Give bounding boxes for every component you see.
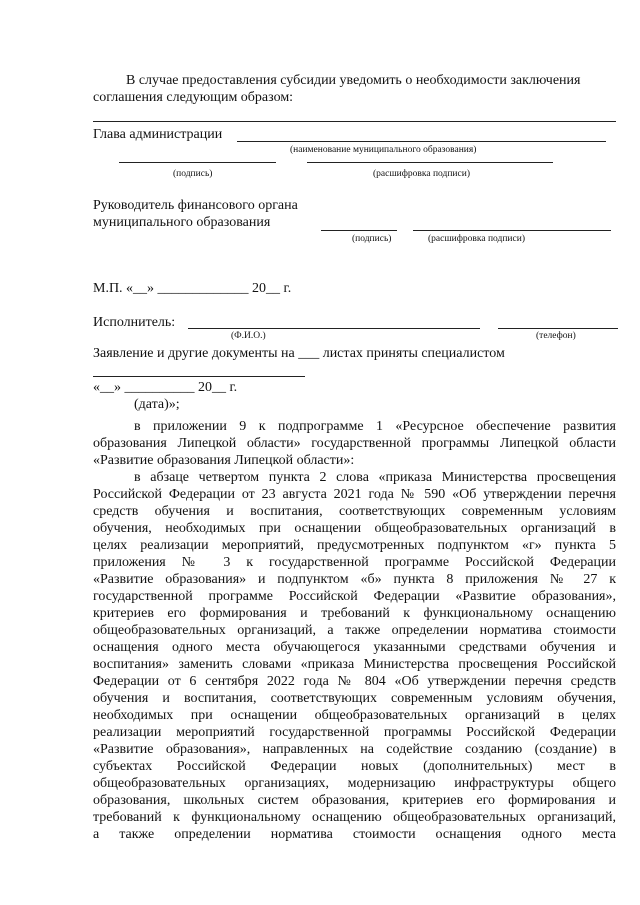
statement-date-line: «__» __________ 20__ г. [93, 380, 238, 395]
body-line-18: необходимых при оснащении общеобразовательных организаций в целях [93, 708, 616, 723]
fio-caption: (Ф.И.О.) [231, 331, 266, 341]
body-line-8: целях реализации мероприятий, предусмотренных подпунктом «г» пункта 5 [93, 538, 616, 553]
finance-head-line-2: муниципального образования [93, 215, 271, 230]
body-line-20: «Развитие образования», направленных на содействие созданию (создание) в [93, 742, 616, 757]
intro-line-1: В случае предоставления субсидии уведомить о необходимости заключения [126, 73, 581, 88]
body-line-14: оснащения одного места обучающегося указанными средствами обучения и [93, 640, 616, 655]
decoding-line [307, 162, 553, 163]
body-line-2: в приложении 9 к подпрограмме 1 «Ресурсное обеспечение развития [134, 419, 616, 434]
executor-phone-line [498, 328, 618, 329]
finance-decoding-line [413, 230, 611, 231]
signature-line [119, 162, 276, 163]
body-line-17: обучения и воспитания, соответствующих современным условиям обучения, [93, 691, 616, 706]
body-line-7: обучения, необходимых при оснащении общеобразовательных организаций в [93, 521, 616, 536]
decoding-caption: (расшифровка подписи) [373, 169, 470, 179]
body-line-19: реализации мероприятий государственной программы Российской Федерации [93, 725, 616, 740]
phone-caption: (телефон) [536, 331, 576, 341]
finance-decoding-caption: (расшифровка подписи) [428, 234, 525, 244]
body-line-5: Российской Федерации от 23 августа 2021 года № 590 «Об утверждении перечня [93, 487, 616, 502]
body-line-16: Федерации от 6 сентября 2022 года № 804 «Об утверждении перечня средств [93, 674, 616, 689]
statement-date-caption: (дата)»; [134, 397, 180, 412]
intro-line-2: соглашения следующим образом: [93, 90, 294, 105]
body-line-21: субъектах Российской Федерации новых (дополнительных) мест в [93, 759, 616, 774]
executor-label: Исполнитель: [93, 315, 176, 330]
body-line-9: приложения № 3 к государственной программе Российской Федерации [93, 555, 616, 570]
body-line-3b: «Развитие образования Липецкой области»: [93, 453, 355, 468]
body-line-10: «Развитие образования» и подпунктом «б» пункта 8 приложения № 27 к [93, 572, 616, 587]
body-line-15: воспитания» заменить словами «приказа Министерства просвещения Российской [93, 657, 616, 672]
finance-signature-caption: (подпись) [352, 234, 392, 244]
body-line-3: образования Липецкой области» государственной программы Липецкой области [93, 436, 616, 451]
body-line-22: общеобразовательных организациях, модернизацию инфраструктуры общего [93, 776, 616, 791]
statement-line: Заявление и другие документы на ___ листах приняты специалистом [93, 346, 505, 361]
body-line-4: в абзаце четвертом пункта 2 слова «приказа Министерства просвещения [134, 470, 616, 485]
specialist-line [93, 376, 305, 377]
finance-head-line-1: Руководитель финансового органа [93, 198, 298, 213]
body-line-23: образования, школьных систем образования, критериев его формирования и [93, 793, 616, 808]
body-line-24: требований к функциональному оснащению общеобразовательных организаций, [93, 810, 616, 825]
head-admin-label: Глава администрации [93, 127, 223, 142]
body-line-13: общеобразовательных организаций, а также определении норматива стоимости [93, 623, 616, 638]
executor-name-line [188, 328, 480, 329]
body-line-6: средств обучения и воспитания, соответствующих современным условиям [93, 504, 616, 519]
head-admin-line [237, 141, 606, 142]
seal-date-line: М.П. «__» _____________ 20__ г. [93, 281, 292, 296]
body-line-12: критериев его формирования и требований к функциональному оснащению [93, 606, 616, 621]
body-line-25: а также определении норматива стоимости оснащения одного места [93, 827, 616, 842]
body-line-11: государственной программе Российской Федерации «Развитие образования», [93, 589, 616, 604]
signature-caption: (подпись) [173, 169, 213, 179]
finance-signature-line [321, 230, 397, 231]
municipality-caption: (наименование муниципального образования) [290, 145, 477, 155]
blank-line [93, 121, 616, 122]
